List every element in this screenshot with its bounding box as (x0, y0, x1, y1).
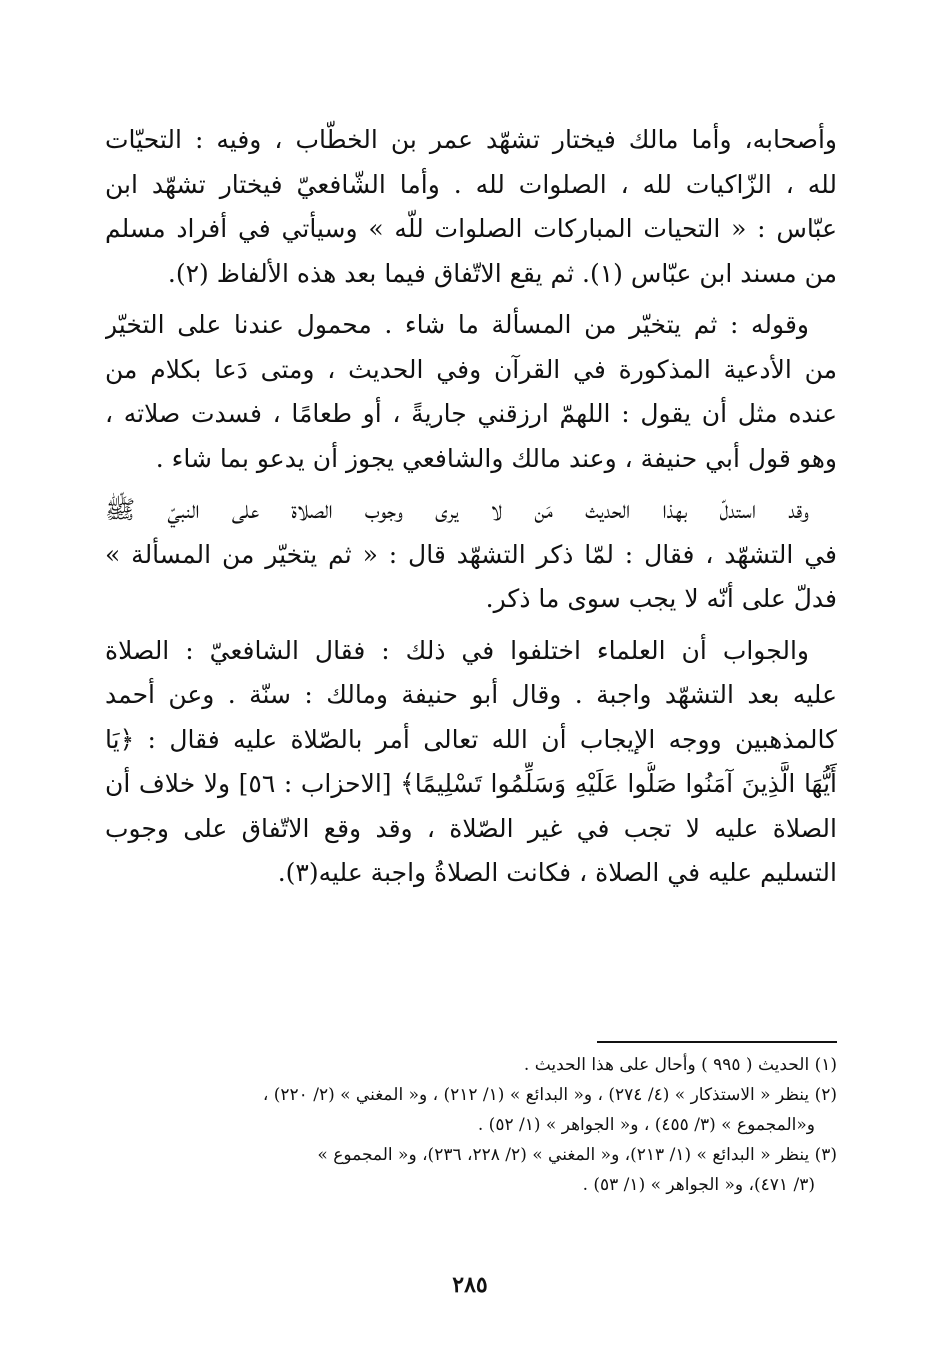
text-line: وهو قول أبي حنيفة ، وعند مالك والشافعي يجوز أن يدعو بما شاء . (155, 443, 837, 473)
text-line: التسليم عليه في الصلاة ، فكانت الصلاةُ واجبة عليه(٣). (277, 858, 837, 887)
text-line: كالمذهبين ووجه الإيجاب أن الله تعالى أمر بالصّلاة عليه فقال : ﴿يَا (105, 724, 837, 754)
text-line: عبّاس : « التحيات المباركات الصلوات للّه » وسيأتي في أفراد مسلم (105, 214, 837, 243)
text-line: وقد استدلّ بهذا الحديث مَن لا يرى وجوب الصلاة على النبيّ ﷺ (105, 495, 809, 524)
paragraph-1 (105, 118, 837, 296)
paragraph-2 (105, 303, 837, 481)
footnote-separator (597, 1041, 837, 1043)
text-line: عنده مثل أن يقول : اللهمّ ارزقني جاريةً ، أو طعامًا ، فسدت صلاته ، (105, 399, 837, 428)
text-line: الصلاة عليه لا تجب في غير الصّلاة ، وقد وقع الاتّفاق على وجوب (105, 813, 837, 843)
footnote-2-continued: و«المجموع » (٣/ ٤٥٥) ، و« الجواهر » (١/ ٥٢) . (477, 1115, 815, 1135)
page-number: ٢٨٥ (452, 1272, 488, 1298)
text-line: أَيُّهَا الَّذِينَ آمَنُوا صَلُّوا عَلَيْهِ وَسَلِّمُوا تَسْلِيمًا﴾ [الاحزاب : ٥٦] ولا خلاف أن (105, 769, 837, 798)
text-line: لله ، الزّاكيات لله ، الصلوات لله . وأما الشّافعيّ فيختار تشهّد ابن (105, 169, 837, 199)
footnote-2: (٢) ينظر « الاستذكار » (٤/ ٢٧٤) ، و« البدائع » (١/ ٢١٢) ، و« المغني » (٢/ ٢٢٠) ، (262, 1085, 837, 1105)
footnotes (105, 1050, 837, 1200)
footnote-1: (١) الحديث ( ٩٩٥ ) وأحال على هذا الحديث . (523, 1055, 837, 1075)
paragraph-4 (105, 629, 837, 896)
text-line: عليه بعد التشهّد واجبة . وقال أبو حنيفة ومالك : سنّة . وعن أحمد (105, 680, 837, 709)
footnote-3-continued: (٣/ ٤٧١)، و« الجواهر » (١/ ٥٣) . (582, 1175, 815, 1195)
text-line: والجواب أن العلماء اختلفوا في ذلك : فقال الشافعيّ : الصلاة (105, 635, 809, 665)
text-line: من الأدعية المذكورة في القرآن وفي الحديث ، ومتى دَعا بكلام من (105, 354, 837, 384)
main-text (105, 118, 837, 896)
text-line: وقوله : ثم يتخيّر من المسألة ما شاء . محمول عندنا على التخيّر (105, 310, 809, 339)
text-line: فدلّ على أنّه لا يجب سوى ما ذكر. (485, 584, 837, 613)
footnote-3: (٣) ينظر « البدائع » (١/ ٢١٣)، و« المغني » (٢/ ٢٢٨، ٢٣٦)، و« المجموع » (317, 1145, 837, 1165)
text-line: وأصحابه، وأما مالك فيختار تشهّد عمر بن الخطّاب ، وفيه : التحيّات (105, 125, 837, 154)
text-line: في التشهّد ، فقال : لمّا ذكر التشهّد قال : « ثم يتخيّر من المسألة » (105, 539, 837, 569)
paragraph-3 (105, 488, 837, 622)
text-line: من مسند ابن عبّاس (١). ثم يقع الاتّفاق فيما بعد هذه الألفاظ (٢). (167, 258, 837, 288)
